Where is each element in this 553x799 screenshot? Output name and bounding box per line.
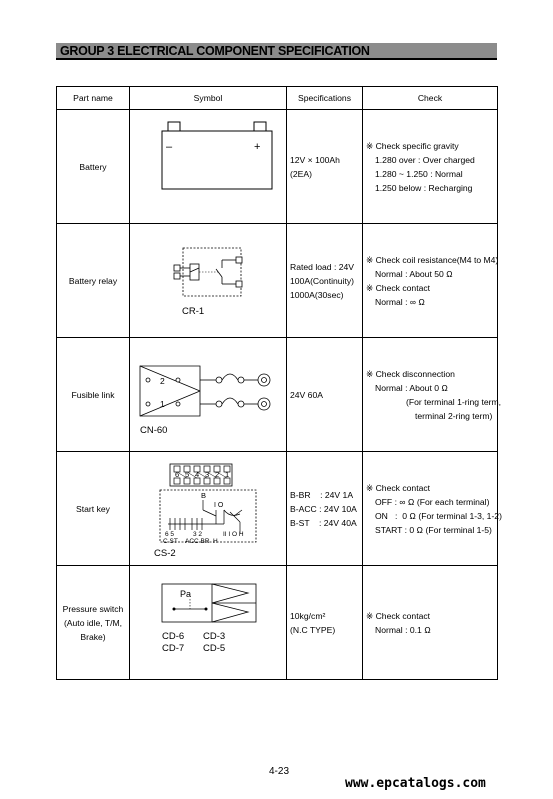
- pressure-pa-label: Pa: [180, 589, 192, 599]
- fusible-pin-2: 2: [160, 376, 165, 386]
- key-bottom-accbr: ACC BR: [185, 538, 210, 545]
- fusible-pin-1: 1: [160, 399, 165, 409]
- table-row: [57, 452, 498, 566]
- key-bottom-32: 3 2: [193, 531, 203, 538]
- key-pin-4: 4: [195, 470, 200, 479]
- part-name: Battery relay: [57, 224, 130, 338]
- battery-specs: 12V × 100Ah (2EA): [287, 110, 363, 224]
- battery-plus-label: +: [254, 141, 261, 153]
- table-header-row: [57, 87, 498, 110]
- start-key-symbol: [130, 452, 287, 566]
- table-row: [57, 338, 498, 452]
- table-row: [57, 110, 498, 224]
- key-pin-2: 2: [215, 470, 220, 479]
- header-symbol: Symbol: [130, 87, 287, 110]
- battery-relay-check: ※ Check coil resistance(M4 to M4) Normal : About 50 Ω ※ Check contact Normal : ∞ Ω: [363, 224, 498, 338]
- battery-relay-label: CR-1: [182, 306, 205, 317]
- key-pin-5: 5: [185, 470, 190, 479]
- cd-3-label: CD-3: [203, 631, 226, 642]
- start-key-check: ※ Check contact OFF : ∞ Ω (For each terminal) ON : 0 Ω (For terminal 1-3, 1-2) START : 0 Ω (For terminal 1-5): [363, 452, 498, 566]
- start-key-specs: B-BR : 24V 1A B-ACC : 24V 10A B-ST : 24V 40A: [287, 452, 363, 566]
- pressure-switch-specs: 10kg/cm² (N.C TYPE): [287, 566, 363, 680]
- pressure-switch-symbol: [130, 566, 287, 680]
- cd-5-label: CD-5: [203, 643, 226, 654]
- key-pin-1: 1: [225, 470, 230, 479]
- table-row: [57, 224, 498, 338]
- fusible-link-check: ※ Check disconnection Normal : About 0 Ω (For terminal 1-ring term, terminal 2-ring term): [363, 338, 498, 452]
- key-io-label: I O: [214, 502, 224, 509]
- pressure-switch-check: ※ Check contact Normal : 0.1 Ω: [363, 566, 498, 680]
- battery-check: ※ Check specific gravity 1.280 over : Over charged 1.280 ~ 1.250 : Normal 1.250 below : Recharging: [363, 110, 498, 224]
- battery-relay-symbol: [130, 224, 287, 338]
- key-pin-6: 6: [175, 470, 180, 479]
- fusible-link-label: CN-60: [140, 425, 168, 436]
- page-title: GROUP 3 ELECTRICAL COMPONENT SPECIFICATION: [56, 43, 497, 60]
- battery-minus-label: –: [166, 141, 173, 153]
- cd-7-label: CD-7: [162, 643, 185, 654]
- part-name: Start key: [57, 452, 130, 566]
- key-bottom-65: 6 5: [165, 531, 175, 538]
- key-bottom-cst: C ST: [163, 538, 178, 545]
- key-bottom-positions: II I O H: [223, 531, 244, 538]
- key-bottom-h: H: [213, 538, 218, 545]
- part-name: Fusible link: [57, 338, 130, 452]
- watermark-url: www.epcatalogs.com: [345, 776, 486, 791]
- cd-6-label: CD-6: [162, 631, 185, 642]
- part-name: Pressure switch (Auto idle, T/M, Brake): [57, 566, 130, 680]
- battery-symbol: [130, 110, 287, 224]
- key-b-label: B: [201, 491, 207, 500]
- spec-table: [56, 86, 502, 680]
- header-part-name: Part name: [57, 87, 130, 110]
- header-specifications: Specifications: [287, 87, 363, 110]
- fusible-link-specs: 24V 60A: [287, 338, 363, 452]
- start-key-label: CS-2: [154, 548, 176, 559]
- fusible-link-symbol: [130, 338, 287, 452]
- part-name: Battery: [57, 110, 130, 224]
- key-pin-3: 3: [205, 470, 210, 479]
- page-number: 4-23: [269, 766, 290, 777]
- battery-relay-specs: Rated load : 24V 100A(Continuity) 1000A(30sec): [287, 224, 363, 338]
- header-check: Check: [363, 87, 498, 110]
- table-row: [57, 566, 498, 680]
